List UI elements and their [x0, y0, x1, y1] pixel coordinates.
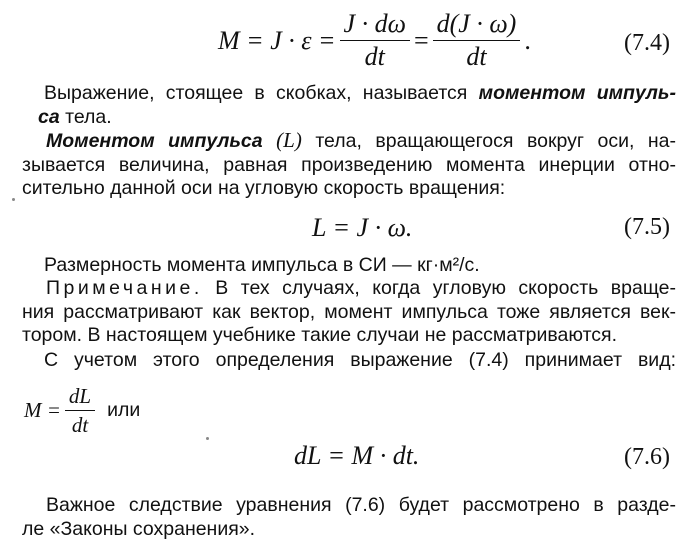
note-line3: тором. В настоящем учебнике такие случаи не рассматриваются.: [22, 324, 618, 346]
note-label: Примечание.: [46, 277, 203, 299]
para1-line1: [44, 82, 676, 106]
paragraph-note: [22, 277, 676, 348]
eq-small-denominator: dt: [71, 413, 89, 437]
eq-7-4-frac2-numerator: d(J · ω): [433, 10, 521, 41]
scan-speck: [12, 198, 15, 201]
term-angular-momentum: моментом импуль-: [478, 82, 677, 104]
eq-7-4-equals: =: [413, 25, 429, 55]
term-angular-momentum-definition: Моментом импульса: [46, 130, 263, 152]
para2-line3: сительно данной оси на угловую скорость вращения:: [22, 177, 506, 199]
paragraph-consequence: [22, 494, 676, 541]
note-line1: [22, 277, 676, 301]
eq-7-4-fraction-2: [433, 10, 521, 71]
scan-speck: [206, 437, 209, 440]
eq-7-4-fraction-1: [340, 10, 410, 71]
equation-7-5: L = J · ω.: [312, 213, 413, 242]
para2-line1: [22, 129, 676, 154]
equation-7-4: [218, 10, 531, 71]
eq-7-6-number: (7.6): [624, 444, 670, 470]
eq-small-or: или: [107, 399, 141, 421]
para1-text: Выражение, стоящее в скобках, называется: [44, 82, 468, 104]
note-line2: ния рассматривают как вектор, момент импульса тоже является век-: [22, 300, 676, 323]
eq-small-lhs: M =: [24, 398, 61, 422]
equation-m-dl-dt: [24, 384, 140, 437]
note-line1-rest: В тех случаях, когда угловую скорость враще-: [202, 277, 676, 299]
eq-7-4-frac1-denominator: dt: [364, 42, 385, 71]
para4-text: С учетом этого определения выражение (7.4) принимает вид:: [44, 349, 676, 371]
symbol-L: (L): [276, 128, 302, 152]
eq-7-5-number: (7.5): [624, 214, 670, 240]
para2-line2: зывается величина, равная произведению момента инерции отно-: [22, 153, 676, 176]
para5-line1: Важное следствие уравнения (7.6) будет рассмотрено в разде-: [46, 494, 676, 516]
eq-7-4-number: (7.4): [624, 30, 670, 56]
eq-7-4-frac2-denominator: dt: [466, 42, 487, 71]
para1-tail: тела.: [59, 105, 112, 128]
paragraph-definition: [22, 129, 676, 201]
eq-7-4-period: .: [524, 25, 531, 55]
para1-line2: [38, 106, 676, 130]
eq-7-4-lhs: M = J · ε =: [218, 25, 336, 55]
paragraph-units: [44, 254, 676, 278]
equation-7-6: dL = M · dt.: [294, 441, 420, 470]
eq-small-numerator: dL: [65, 384, 95, 411]
paragraph-form: [44, 349, 676, 373]
para2-line1-rest: тела, вращающегося вокруг оси, на-: [301, 130, 676, 152]
eq-7-4-frac1-numerator: J · dω: [340, 10, 410, 41]
para5-line2: ле «Законы сохранения».: [22, 517, 256, 540]
paragraph-angular-momentum-intro: [38, 82, 677, 129]
para3-text: Размерность момента импульса в СИ — кг·м²/с.: [44, 254, 480, 276]
term-angular-momentum-end: са: [38, 105, 60, 128]
eq-small-fraction: [65, 384, 95, 437]
